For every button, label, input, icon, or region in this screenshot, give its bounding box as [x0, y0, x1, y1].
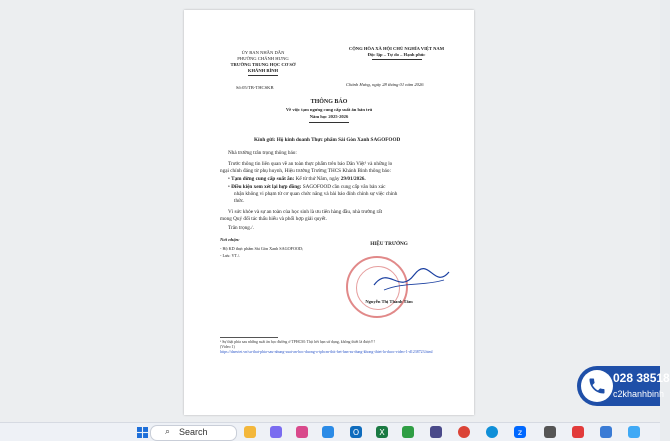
- bullet-2-label: Điều kiện xem xét lại hợp đồng:: [231, 184, 302, 190]
- taskbar-search[interactable]: [150, 425, 237, 441]
- app-icon-7[interactable]: [628, 426, 640, 438]
- closing-line-1: Vì sức khỏe và sự an toàn của học sinh là ưu tiên hàng đầu, nhà trường rất: [228, 209, 383, 215]
- footnote-text: ¹ Sự thật phía sau những suất ăn học đường ở TPHCM: Thịt hết hạn sử dụng, không thiết là được!!!: [220, 340, 375, 344]
- search-label: Search: [179, 427, 208, 437]
- recipient-item-1: - Hộ KD thực phẩm Sài Gòn Xanh SAGOFOOD;: [220, 246, 304, 251]
- left-header-line-4: KHÁNH BÌNH: [247, 68, 279, 73]
- phone-icon[interactable]: [581, 370, 613, 402]
- store-icon[interactable]: [402, 426, 414, 438]
- app-icon-6[interactable]: [600, 426, 612, 438]
- app-icon-2[interactable]: [296, 426, 308, 438]
- app-icon-1[interactable]: [270, 426, 282, 438]
- bullet-1-label: Tạm dừng cung cấp suất ăn:: [231, 176, 295, 182]
- edge-icon[interactable]: [486, 426, 498, 438]
- left-header-underline: [248, 75, 278, 76]
- search-icon: ⌕: [165, 427, 171, 437]
- footnote-link[interactable]: https://danviet.vn/su-that-phia-sau-nhung-suat-an-hoc-duong-o-tphcm-thit-het-han-su-dung-khong-thiet-la-duoc-video-1-d1238723.html: [220, 350, 433, 354]
- taskbar: [0, 422, 660, 441]
- body-line-1: Nhà trường trân trọng thông báo:: [228, 150, 297, 156]
- left-header-line-1: ỦY BAN NHÂN DÂN: [241, 50, 285, 55]
- signature-graphic: [364, 260, 454, 300]
- signer-title: HIỆU TRƯỞNG: [370, 241, 408, 247]
- bullet-1-date: 29/01/2026.: [340, 176, 366, 182]
- recipients-label: Nơi nhận:: [220, 237, 240, 242]
- body-line-2: Trước thông tin liên quan về an toàn thực phẩm trên báo Dân Việt¹ và những lo: [228, 161, 393, 167]
- contact-email: c2khanhbinh: [613, 389, 665, 399]
- copilot-icon[interactable]: [322, 426, 334, 438]
- app-icon-4[interactable]: [544, 426, 556, 438]
- left-header-line-3: TRƯỜNG TRUNG HỌC CƠ SỞ: [230, 62, 296, 67]
- app-icon-3[interactable]: [430, 426, 442, 438]
- closing-line-2: mong Quý đối tác thấu hiểu và phối hợp giải quyết.: [220, 216, 327, 222]
- footnote: [220, 340, 450, 355]
- zalo-icon[interactable]: z: [514, 426, 526, 438]
- footnote-text-2: (Video 1): [220, 345, 235, 349]
- document-title: THÔNG BÁO: [310, 99, 348, 105]
- left-header-line-2: PHƯỜNG CHÁNH HƯNG: [237, 56, 289, 61]
- signer-name: Nguyễn Thị Thanh Tâm: [365, 299, 413, 304]
- bullet-dot: •: [228, 184, 232, 190]
- title-underline: [309, 122, 349, 123]
- contact-phone-number: 028 38518: [613, 371, 670, 385]
- place-date: Chánh Hưng, ngày 28 tháng 01 năm 2026: [346, 82, 424, 87]
- recipient-line: Kính gửi: Hộ kinh doanh Thực phẩm Sài Gòn Xanh SAGOFOOD: [254, 137, 401, 143]
- footnote-divider: [220, 337, 278, 338]
- bullet-2-continuation-1: nhận không vi phạm từ cơ quan chức năng và bài báo đính chính sự việc chính: [234, 191, 398, 197]
- bullet-2-continuation-2: thức.: [234, 198, 245, 204]
- regards: Trân trọng./.: [228, 225, 254, 231]
- right-header-underline: [372, 59, 422, 60]
- contact-widget[interactable]: [577, 366, 670, 406]
- bullet-2: [228, 184, 385, 191]
- right-header-line-2: Độc lập – Tự do – Hạnh phúc: [367, 52, 426, 57]
- windows-start-icon[interactable]: [136, 426, 148, 438]
- excel-icon[interactable]: X: [376, 426, 388, 438]
- app-icon-5[interactable]: [572, 426, 584, 438]
- bullet-1: [228, 176, 366, 183]
- document-page: [184, 10, 474, 415]
- bullet-dot: •: [228, 176, 232, 182]
- recipient-item-2: - Lưu: VT./.: [220, 253, 241, 258]
- file-explorer-icon[interactable]: [244, 426, 256, 438]
- document-subtitle: Về việc tạm ngưng cung cấp suất ăn bán trú: [285, 107, 373, 112]
- body-line-3: ngại chính đáng từ phụ huynh, Hiệu trưởng Trường THCS Khánh Bình thông báo:: [220, 168, 391, 174]
- document-number: Số:05/TB-THCSKB: [236, 85, 274, 90]
- bullet-2-text: SAGOFOOD cần cung cấp văn bản xác: [301, 184, 386, 190]
- chrome-icon[interactable]: [458, 426, 470, 438]
- school-year: Năm học 2025-2026: [309, 114, 349, 119]
- bullet-1-text: Kể từ thứ Năm, ngày: [294, 176, 341, 182]
- outlook-icon[interactable]: O: [350, 426, 362, 438]
- right-header-line-1: CỘNG HÒA XÃ HỘI CHỦ NGHĨA VIỆT NAM: [348, 46, 445, 51]
